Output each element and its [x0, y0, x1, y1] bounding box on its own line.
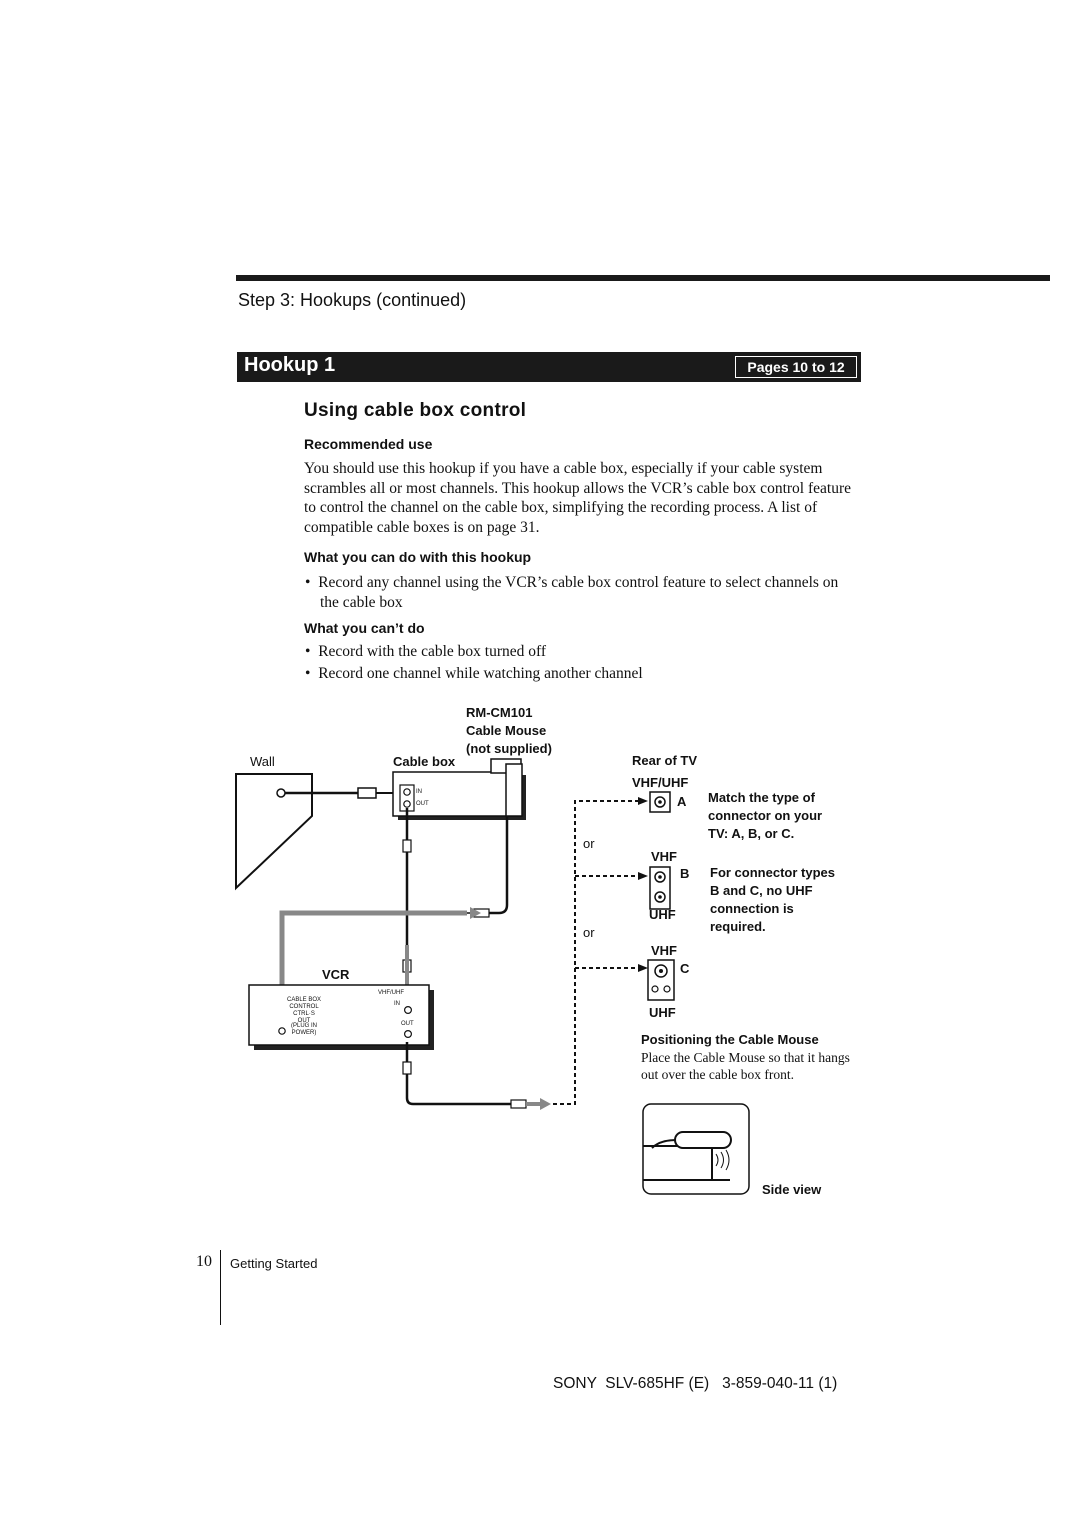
or-label-1: or — [583, 836, 595, 851]
vhf-c-label: VHF — [651, 943, 677, 958]
cable-box-label: Cable box — [393, 754, 456, 769]
connector-a-label: A — [677, 794, 687, 809]
cable-mouse-body — [506, 764, 522, 816]
note-match-type: Match the type of connector on your TV: A, B, or C. — [708, 790, 823, 841]
footer-divider — [220, 1250, 221, 1325]
cable-mouse-name: Cable Mouse — [466, 723, 547, 738]
coax-vcr-to-tv — [407, 1074, 511, 1104]
vcr-label: VCR — [322, 967, 350, 982]
section-title: Step 3: Hookups (continued) — [238, 290, 467, 310]
wall-cable-connector — [358, 788, 376, 798]
wall-label: Wall — [250, 754, 275, 769]
list-item: • Record any channel using the VCR’s cable box control feature to select channels on the cable box — [305, 574, 839, 611]
vcr-in-label: IN — [394, 1001, 400, 1007]
hookup-title: Hookup 1 — [244, 354, 336, 376]
vcr-cable-box-control-label: CABLE BOX CONTROL — [287, 997, 322, 1010]
positioning-heading: Positioning the Cable Mouse — [641, 1032, 819, 1047]
note-connector-bc: For connector types B and C, no UHF connection is required. — [710, 865, 835, 934]
connector-b-label: B — [680, 866, 690, 881]
footer-doc-id: SONY SLV-685HF (E) 3-859-040-11 (1) — [553, 1375, 838, 1392]
wall-shape — [236, 774, 312, 888]
vcr-out-label: OUT — [401, 1021, 414, 1027]
page-number: 10 — [196, 1253, 212, 1270]
uhf-b-label: UHF — [649, 907, 676, 922]
side-view-mouse — [675, 1132, 731, 1148]
side-view-label: Side view — [762, 1182, 822, 1197]
list-item: • Record one channel while watching another channel — [305, 665, 643, 682]
vhf-b-label: VHF — [651, 849, 677, 864]
recommended-heading: Recommended use — [304, 436, 433, 452]
positioning-text: Place the Cable Mouse so that it hangs out over the cable box front. — [641, 1050, 850, 1082]
uhf-c-label: UHF — [649, 1005, 676, 1020]
subsection-title: Using cable box control — [304, 400, 527, 421]
cable-mouse-model: RM-CM101 — [466, 705, 533, 720]
cable-box-out-label: OUT — [416, 801, 429, 807]
connector-c-label: C — [680, 961, 690, 976]
tv-dashed-connections — [553, 801, 640, 1104]
pages-badge: Pages 10 to 12 — [735, 356, 857, 378]
rear-of-tv-label: Rear of TV — [632, 753, 698, 768]
footer-section: Getting Started — [230, 1256, 318, 1271]
vcr-vhf-uhf-label: VHF/UHF — [378, 990, 404, 996]
cable-mouse-cord — [489, 817, 507, 913]
wall-outlet — [277, 789, 285, 797]
list-item: • Record with the cable box turned off — [305, 643, 547, 660]
cant-do-heading: What you can’t do — [304, 620, 425, 636]
vcr-ctrl-s-out-label: CTRL·S OUT — [293, 1011, 315, 1024]
can-do-heading: What you can do with this hookup — [304, 549, 532, 565]
vhf-uhf-label: VHF/UHF — [632, 775, 689, 790]
or-label-2: or — [583, 925, 595, 940]
cable-mouse-note: (not supplied) — [466, 741, 552, 756]
recommended-text: You should use this hookup if you have a cable box, especially if your cable system scrambles all or most channels. This hookup allows the VCR’s cable box control feature to control the channel on the cable box, simplifying the recording process. A list of compatible cable boxes is on page 31. — [304, 460, 851, 536]
cable-box-in-label: IN — [416, 789, 422, 795]
vcr-plug-in-power-label: (PLUG IN POWER) — [290, 1023, 317, 1036]
